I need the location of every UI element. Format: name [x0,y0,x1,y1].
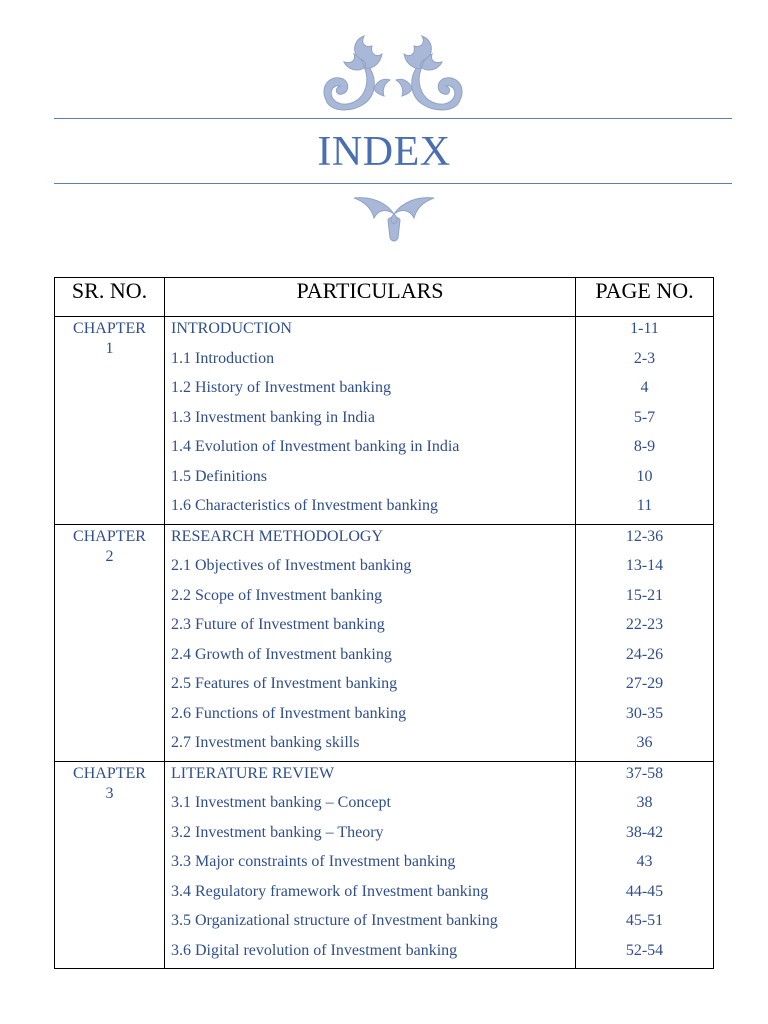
page-number: 4 [640,379,649,396]
page-number: 38-42 [625,823,664,841]
header-page-no: PAGE NO. [576,278,714,317]
particular-item: 1.6 Characteristics of Investment banking [171,497,439,514]
particular-item: 3.2 Investment banking – Theory [171,823,384,841]
chapter-3-row [55,761,714,969]
chapter-1-label [55,317,165,525]
page-number: 37-58 [625,764,664,782]
chapter-1-row [55,317,714,525]
page-number: 5-7 [633,408,656,426]
page-number: 8-9 [633,438,656,455]
header-particulars: PARTICULARS [165,278,576,317]
particular-item: 3.5 Organizational structure of Investment banking [171,912,498,929]
particular-item: 1.3 Investment banking in India [171,408,375,426]
particular-item: 3.6 Digital revolution of Investment banking [171,941,458,959]
particular-item: LITERATURE REVIEW [171,764,335,782]
page-number: 38 [636,794,653,811]
page-number: 10 [636,467,653,485]
particular-item: INTRODUCTION [171,320,292,337]
chapter-2-label [55,524,165,761]
bottom-divider-rule [54,183,732,184]
floral-scroll-ornament-icon [318,30,468,112]
chapter-label-number: 1 [105,340,114,357]
particular-item: 2.4 Growth of Investment banking [171,645,392,663]
particular-item: 2.5 Features of Investment banking [171,675,398,692]
particular-item: 2.6 Functions of Investment banking [171,704,407,722]
page-number: 22-23 [625,616,664,633]
chapter-2-row [55,524,714,761]
page-number: 2-3 [633,349,656,367]
chapter-label-word: CHAPTER [73,527,146,545]
page-number: 13-14 [625,557,664,574]
page-number: 12-36 [625,527,664,545]
chapter-label-word: CHAPTER [73,320,146,337]
chapter-label-number: 2 [105,547,114,565]
fleuron-divider-icon [352,190,436,242]
index-table [54,277,714,969]
particular-item: 1.5 Definitions [171,467,267,485]
chapter-label-number: 3 [105,784,114,802]
particular-item: 1.4 Evolution of Investment banking in India [171,438,460,455]
page-title: INDEX [317,129,451,175]
chapter-2-particulars [165,524,576,761]
particular-item: 2.1 Objectives of Investment banking [171,557,412,574]
particular-item: 1.2 History of Investment banking [171,379,391,396]
page-number: 36 [636,734,653,751]
particular-item: 2.3 Future of Investment banking [171,616,385,633]
particular-item: 1.1 Introduction [171,349,275,367]
chapter-1-pages [576,317,714,525]
chapter-3-particulars [165,761,576,969]
page-number: 30-35 [625,704,664,722]
top-divider-rule [54,118,732,119]
page-number: 11 [636,497,653,514]
page-number: 45-51 [625,912,664,929]
page-number: 43 [636,853,653,870]
page-number: 52-54 [625,941,664,959]
table-header-row [55,278,714,317]
particular-item: 3.1 Investment banking – Concept [171,794,391,811]
page-number: 1-11 [630,320,659,337]
chapter-3-label [55,761,165,969]
chapter-3-pages [576,761,714,969]
chapter-2-pages [576,524,714,761]
page-number: 24-26 [625,645,664,663]
particular-item: RESEARCH METHODOLOGY [171,527,383,545]
chapter-1-particulars [165,317,576,525]
chapter-label-word: CHAPTER [73,764,146,782]
header-sr-no: SR. NO. [55,278,165,317]
particular-item: 2.7 Investment banking skills [171,734,360,751]
page-number: 27-29 [625,675,664,692]
particular-item: 3.3 Major constraints of Investment banking [171,853,456,870]
particular-item: 2.2 Scope of Investment banking [171,586,383,604]
particular-item: 3.4 Regulatory framework of Investment banking [171,882,489,900]
page-number: 15-21 [625,586,664,604]
page-number: 44-45 [625,882,664,900]
